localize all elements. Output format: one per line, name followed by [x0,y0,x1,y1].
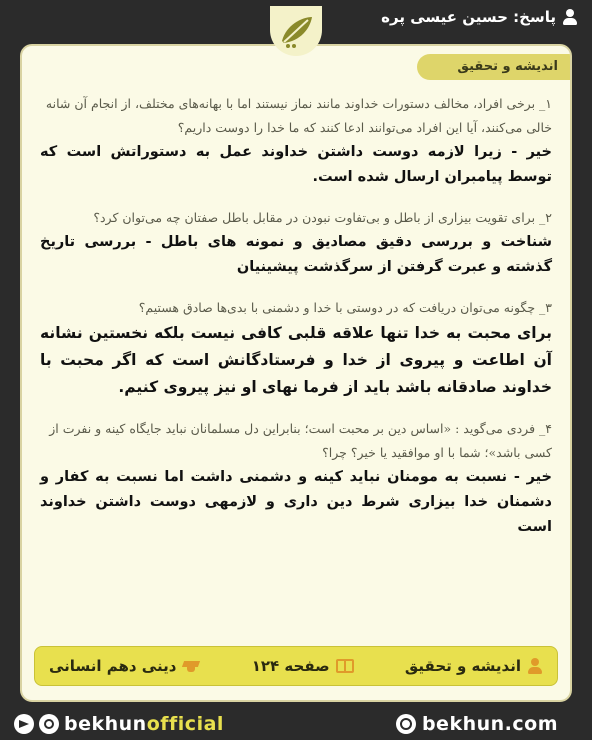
globe-icon [396,714,416,734]
instagram-icon[interactable] [39,714,59,734]
answer-3: برای محبت به خدا تنها علاقه قلبی کافی نیست بلکه نخستین نشانه آن اطاعت و پیروی از خدا و فرستادگانش است که اگر محبت با خداوند صادقانه باشد باید از فرما نهای او نیز پیروی کنیم. [40,324,552,396]
book-icon [336,659,354,673]
topic-tab: اندیشه و تحقیق [417,54,572,80]
question-1: ۱_ برخی افراد، مخالف دستورات خداوند مانند نماز نیستند اما با بهانه‌های مختلف، از انجام آن شانه خالی می‌کنند، آیا این افراد می‌توانند ادعا کنند که ما خدا را دوست داریم؟ [45,96,552,135]
question-4: ۴_ فردی می‌گوید : «اساس دین بر محبت است؛ بنابراین دل مسلمانان نباید جایگاه کینه و نفرت از کسی باشد»؛ شما با او موافقید یا خیر؟ چرا؟ [49,421,552,460]
author-label: پاسخ: حسین عیسی پره [381,8,556,26]
website-text: bekhun.com [421,713,558,735]
question-2: ۲_ برای تقویت بیزاری از باطل و بی‌تفاوت نبودن در مقابل باطل صفتان چه می‌توان کرد؟ [93,210,552,225]
logo-leaf-icon [274,11,318,51]
footer-topic [405,657,543,675]
handle-main: bekhun [64,713,147,735]
bottom-bar [0,708,592,740]
handle-accent: official [146,713,224,735]
answer-4: خیر - نسبت به مومنان نباید کینه و دشمنی داشت اما نسبت به کفار و دشمنان خدا بیزاری شرط دین داری و لازمهی دوست داشتن خداوند است [40,469,552,535]
qa-list [40,92,552,556]
handle-text [64,713,224,735]
brand-logo [270,6,322,56]
footer-topic-label: اندیشه و تحقیق [404,657,521,675]
book-info-bar [34,646,558,686]
answer-2: شناخت و بررسی دقیق مصادیق و نمونه های باطل - بررسی تاریخ گذشته و عبرت گرفتن از سرگذشت پیشینیان [40,234,552,275]
telegram-icon[interactable] [14,714,34,734]
footer-book [49,657,200,675]
footer-page [252,657,354,675]
author-line [381,8,578,26]
user-icon [562,9,578,25]
answer-1: خیر - زیرا لازمه دوست داشتن خداوند عمل به دستوراتش است که توسط پیامبران ارسال شده است. [40,144,552,185]
social-handle[interactable] [14,713,224,735]
person-icon [527,658,543,674]
footer-page-label: صفحه ۱۲۴ [251,657,330,675]
question-3: ۳_ چگونه می‌توان دریافت که در دوستی با خدا و دشمنی با بدی‌ها صادق هستیم؟ [138,300,552,315]
graduation-cap-icon [182,659,200,673]
footer-book-label: دینی دهم انسانی [49,657,177,675]
content-card [20,44,572,702]
website-link[interactable] [396,713,558,735]
